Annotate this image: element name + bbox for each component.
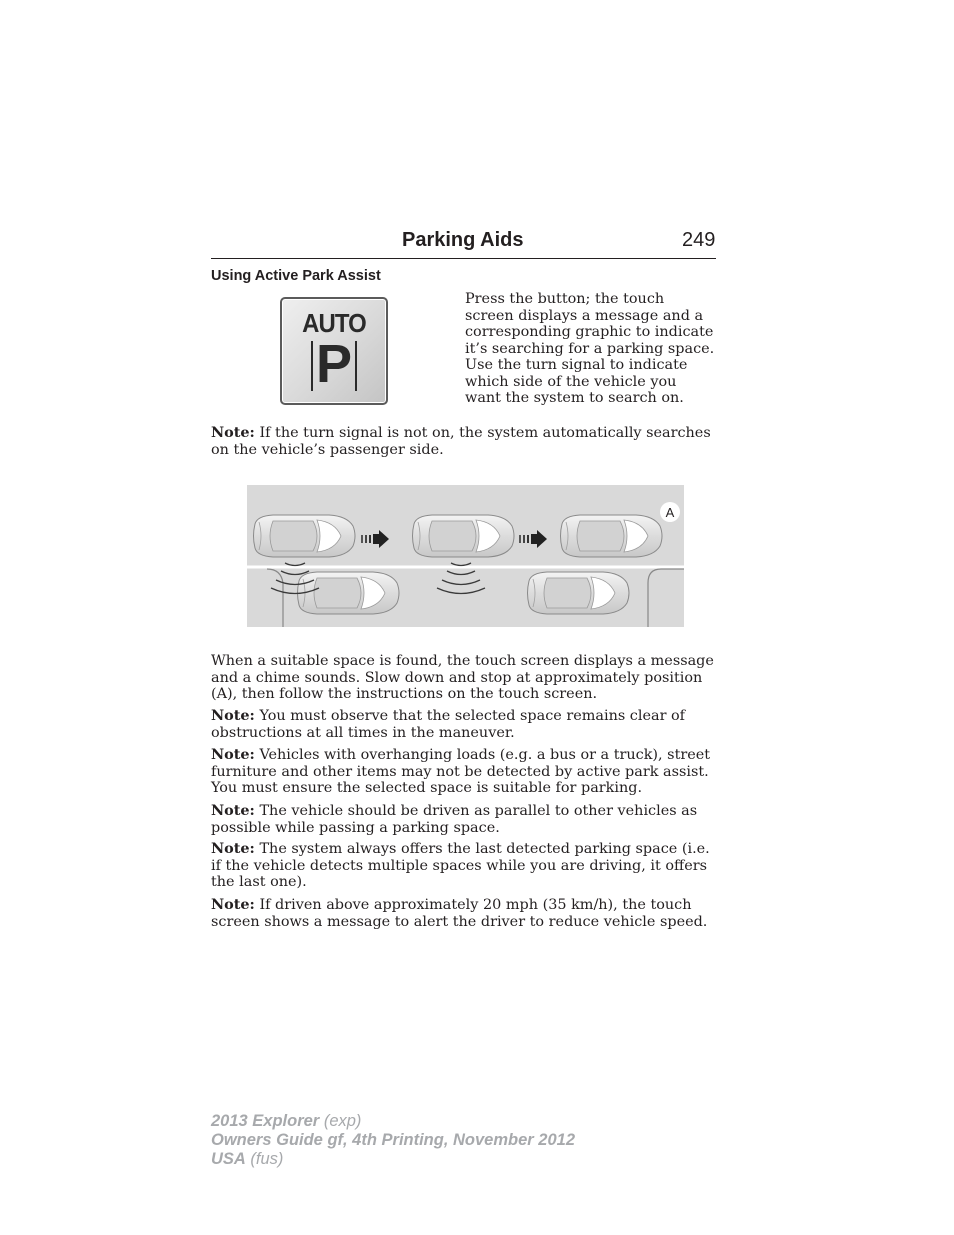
callout-label-a: A [665, 505, 675, 520]
note-label: Note: [211, 707, 255, 724]
note-label: Note: [211, 896, 255, 913]
auto-label: AUTO [302, 308, 366, 338]
footer-market-code: (fus) [245, 1150, 284, 1168]
note-observe [211, 708, 716, 741]
note-text: If the turn signal is not on, the system automatically searches on the vehicle’s passenger side. [211, 425, 711, 458]
section-title: Parking Aids [402, 229, 524, 251]
parked-car-2 [528, 572, 630, 614]
p-label: P [315, 334, 353, 394]
note-label: Note: [211, 840, 255, 857]
note-turn-signal [211, 425, 716, 458]
note-label: Note: [211, 746, 255, 763]
note-text: The system always offers the last detected parking space (i.e. if the vehicle detects multiple spaces while you are driving, it offers the last one). [211, 841, 710, 890]
parking-search-diagram [247, 485, 684, 627]
note-text: The vehicle should be driven as parallel to other vehicles as possible while passing a parking space. [211, 803, 698, 836]
header-divider [211, 258, 716, 259]
note-text: If driven above approximately 20 mph (35 km/h), the touch screen shows a message to alert the driver to reduce vehicle speed. [211, 897, 708, 930]
footer-market: USA [211, 1150, 246, 1168]
intro-paragraph: Press the button; the touch screen displays a message and a corresponding graphic to indicate it’s searching for a parking space. Use the turn signal to indicate which side of the vehicle you want the system to search on. [465, 291, 715, 406]
page-number: 249 [682, 229, 716, 251]
note-label: Note: [211, 802, 255, 819]
right-bar [355, 341, 357, 391]
note-text: Vehicles with overhanging loads (e.g. a bus or a truck), street furniture and other items may not be detected by active park assist. You must ensure the selected space is suitable for parking. [211, 747, 711, 796]
moving-car-2 [413, 515, 515, 557]
footer-model: 2013 Explorer [211, 1112, 320, 1130]
suitable-space-paragraph: When a suitable space is found, the touch screen displays a message and a chime sounds. Slow down and stop at approximately position (A), then follow the instructions on the touch screen. [211, 653, 714, 702]
footer-guide: Owners Guide gf, 4th Printing, November 2012 [211, 1131, 575, 1149]
footer-model-line [211, 1112, 575, 1131]
note-text: You must observe that the selected space remains clear of obstructions at all times in the maneuver. [211, 708, 686, 741]
section-heading: Using Active Park Assist [211, 268, 381, 284]
note-parallel [211, 803, 716, 836]
moving-car-1 [254, 515, 356, 557]
footer-market-line [211, 1150, 575, 1169]
parked-car-1 [298, 572, 400, 614]
moving-car-3 [561, 515, 663, 557]
footer-model-code: (exp) [319, 1112, 362, 1130]
note-speed [211, 897, 716, 930]
note-last-space [211, 841, 716, 891]
note-overhang [211, 747, 716, 797]
auto-park-button-icon [280, 297, 388, 405]
footer [211, 1112, 575, 1169]
note-label: Note: [211, 424, 255, 441]
